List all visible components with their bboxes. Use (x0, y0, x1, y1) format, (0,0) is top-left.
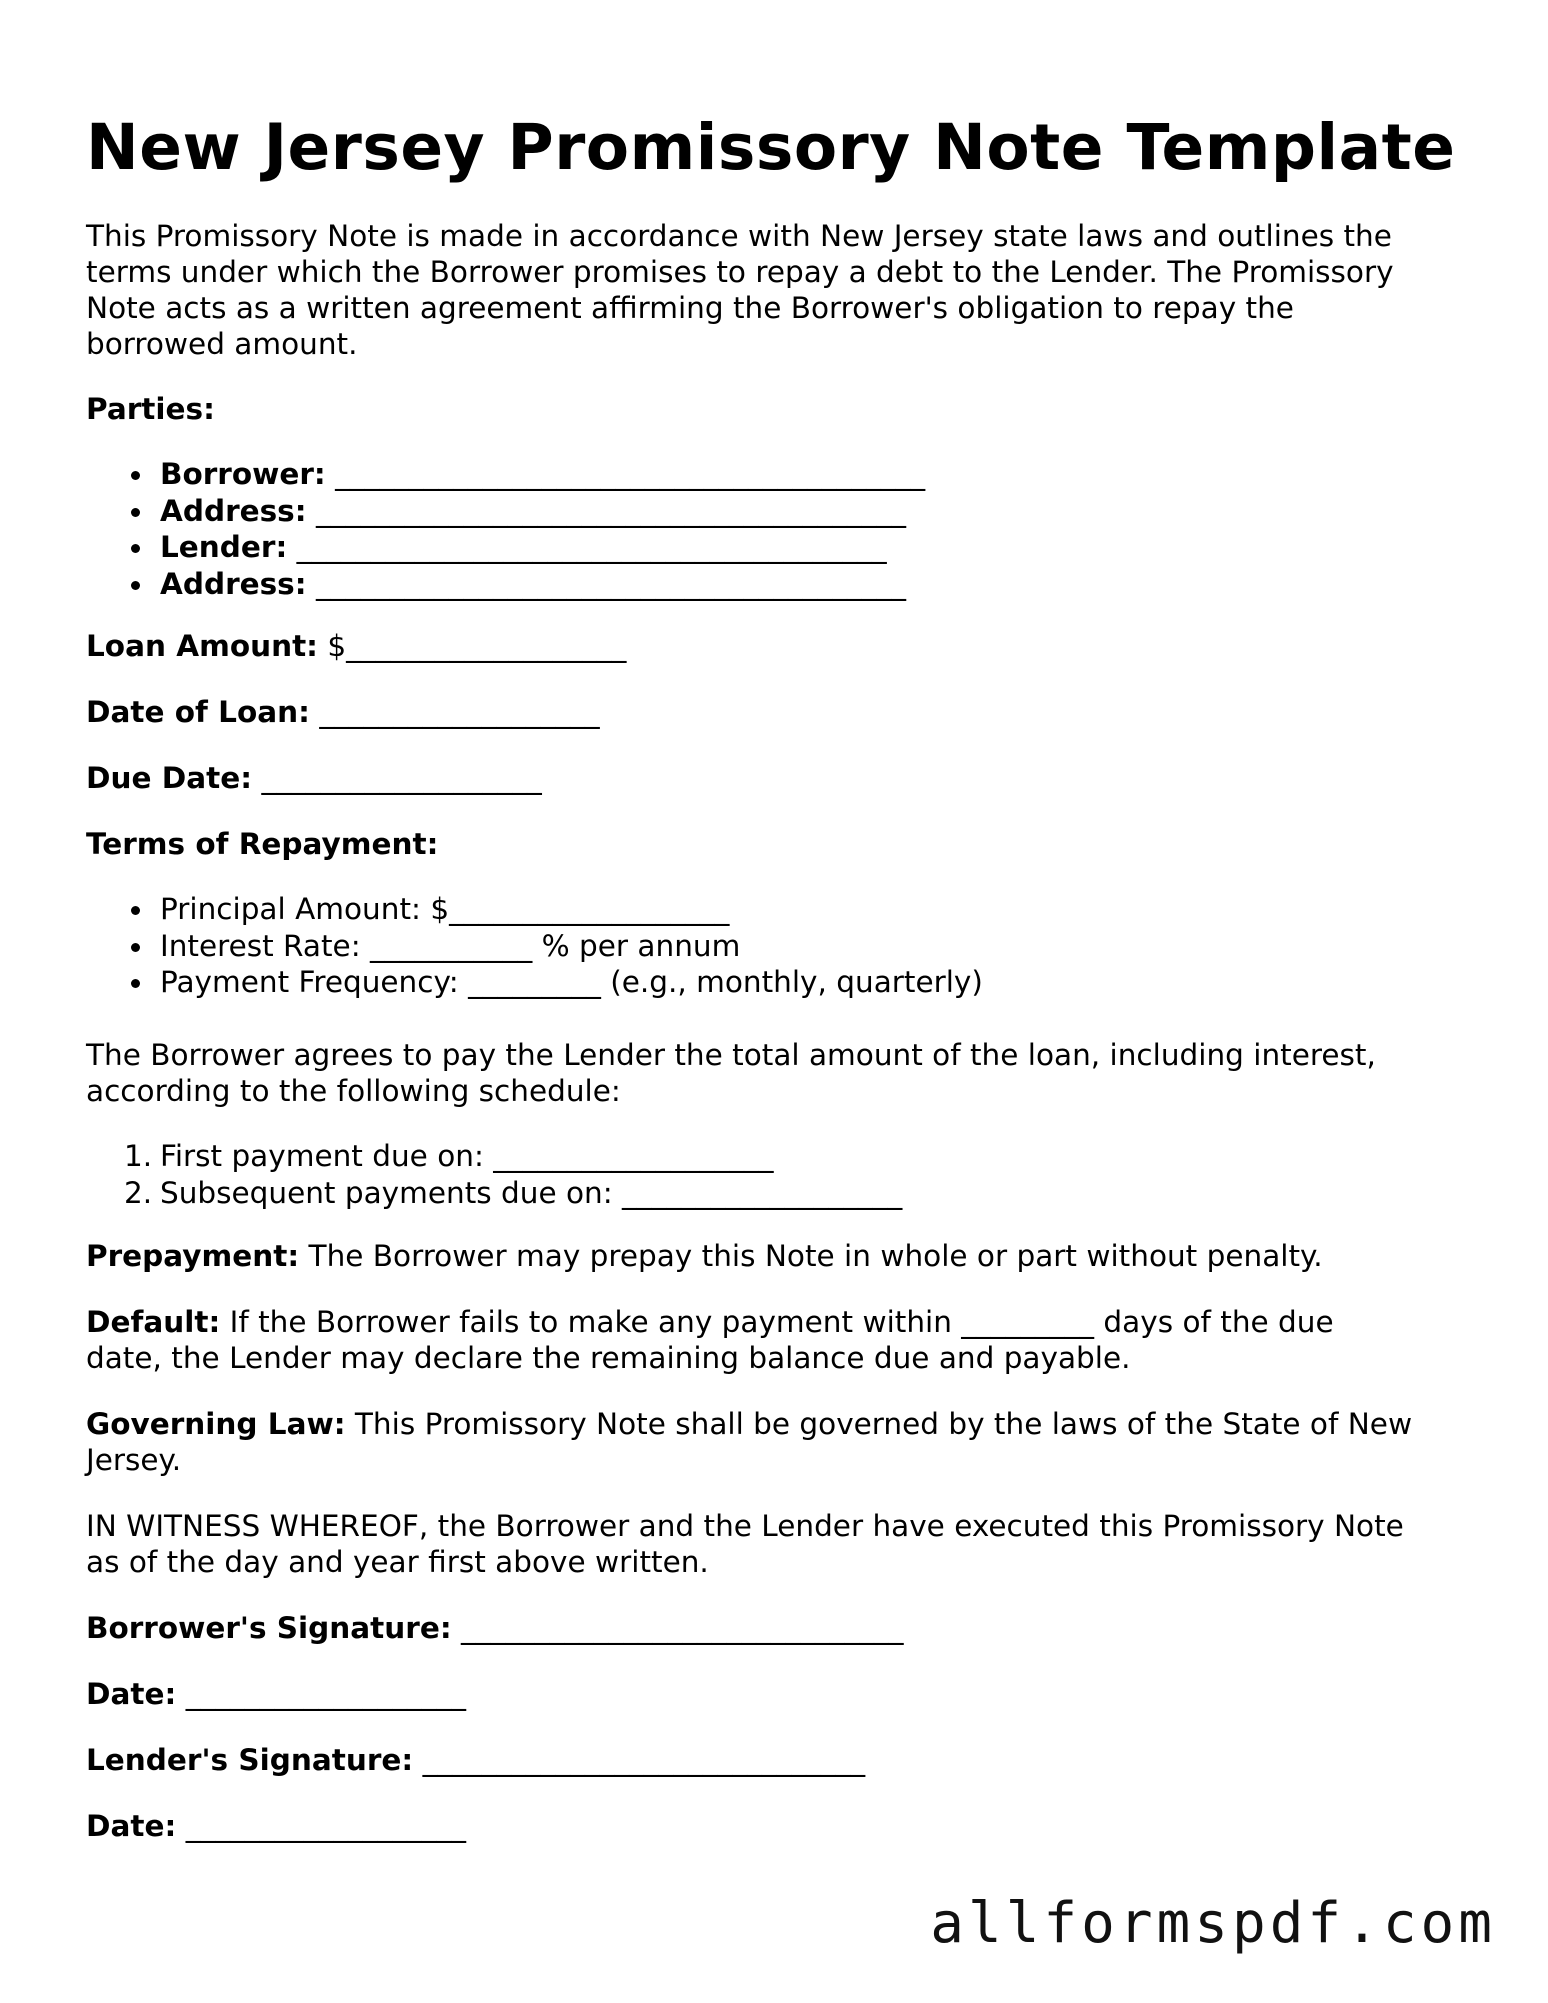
intro-line-2: terms under which the Borrower promises to repay a debt to the Lender. The Promissory (86, 255, 1394, 289)
lender-date-field[interactable]: ___________________ (185, 1809, 466, 1843)
lender-date-line (86, 1808, 466, 1845)
due-date-line (86, 760, 542, 797)
list-item (86, 1138, 902, 1175)
schedule-intro-line-1: The Borrower agrees to pay the Lender the total amount of the loan, including interest, (86, 1038, 1376, 1072)
list-item (86, 1175, 902, 1212)
prepayment-text: The Borrower may prepay this Note in whole or part without penalty. (299, 1239, 1323, 1273)
first-payment-text: First payment due on: ___________________ (160, 1139, 774, 1173)
site-watermark: allformspdf.com (930, 1891, 1496, 1956)
lender-label: Lender: (160, 530, 288, 564)
list-item (86, 566, 925, 603)
borrower-signature-label: Borrower's Signature: (86, 1611, 452, 1645)
schedule-list (86, 1138, 902, 1211)
default-label: Default: (86, 1305, 221, 1339)
prepayment-clause (86, 1238, 1323, 1275)
terms-list (86, 891, 983, 1001)
schedule-intro-line-2: according to the following schedule: (86, 1074, 621, 1108)
list-item: Principal Amount: $___________________ (86, 891, 983, 928)
lender-signature-line (86, 1742, 865, 1779)
due-date-label: Due Date: (86, 761, 253, 795)
document-title: New Jersey Promissory Note Template (86, 111, 1456, 184)
loan-amount-field[interactable]: $___________________ (327, 629, 627, 663)
default-clause-line-1 (86, 1304, 1334, 1341)
borrower-date-line (86, 1676, 466, 1713)
parties-heading: Parties: (86, 392, 215, 426)
date-of-loan-label: Date of Loan: (86, 695, 310, 729)
lender-signature-label: Lender's Signature: (86, 1743, 414, 1777)
subsequent-payments-text: Subsequent payments due on: ___________________ (160, 1175, 903, 1210)
list-number: 1. (124, 1139, 153, 1173)
witness-line-1: IN WITNESS WHEREOF, the Borrower and the Lender have executed this Promissory Note (86, 1509, 1404, 1543)
lender-address-label: Address: (160, 566, 307, 601)
list-item: Interest Rate: ___________ % per annum (86, 928, 983, 965)
lender-field[interactable]: ________________________________________ (296, 530, 887, 564)
borrower-address-field[interactable]: ________________________________________ (315, 493, 906, 528)
default-text: If the Borrower fails to make any payment within _________ days of the due (220, 1305, 1334, 1339)
list-item (86, 493, 925, 530)
prepayment-label: Prepayment: (86, 1239, 300, 1273)
terms-heading: Terms of Repayment: (86, 827, 439, 861)
borrower-signature-field[interactable]: ______________________________ (461, 1611, 904, 1645)
date-of-loan-line (86, 694, 600, 731)
lender-date-label: Date: (86, 1809, 177, 1843)
witness-line-2: as of the day and year first above written. (86, 1545, 709, 1579)
borrower-date-field[interactable]: ___________________ (185, 1677, 466, 1711)
list-item (86, 456, 925, 493)
list-item (86, 529, 925, 566)
governing-law-line-1 (86, 1406, 1412, 1443)
list-number: 2. (124, 1175, 153, 1210)
governing-law-text: This Promissory Note shall be governed by the laws of the State of New (345, 1407, 1413, 1441)
date-of-loan-field[interactable]: ___________________ (319, 695, 600, 729)
lender-address-field[interactable]: ________________________________________ (315, 566, 906, 601)
borrower-signature-line (86, 1610, 904, 1647)
default-clause-line-2: date, the Lender may declare the remaining balance due and payable. (86, 1341, 1131, 1375)
lender-signature-field[interactable]: ______________________________ (422, 1743, 866, 1777)
intro-line-1: This Promissory Note is made in accordance with New Jersey state laws and outlines the (86, 219, 1392, 253)
borrower-label: Borrower: (160, 457, 326, 491)
borrower-date-label: Date: (86, 1677, 177, 1711)
loan-amount-label: Loan Amount: (86, 629, 318, 663)
borrower-address-label: Address: (160, 493, 307, 528)
governing-law-line-2: Jersey. (86, 1443, 182, 1477)
loan-amount-line (86, 628, 626, 665)
parties-list (86, 456, 925, 602)
list-item: Payment Frequency: _________ (e.g., monthly, quarterly) (86, 964, 983, 1001)
intro-line-4: borrowed amount. (86, 327, 358, 361)
due-date-field[interactable]: ___________________ (261, 761, 542, 795)
borrower-field[interactable]: ________________________________________ (335, 457, 926, 491)
intro-line-3: Note acts as a written agreement affirming the Borrower's obligation to repay the (86, 291, 1294, 325)
governing-law-label: Governing Law: (86, 1407, 346, 1441)
